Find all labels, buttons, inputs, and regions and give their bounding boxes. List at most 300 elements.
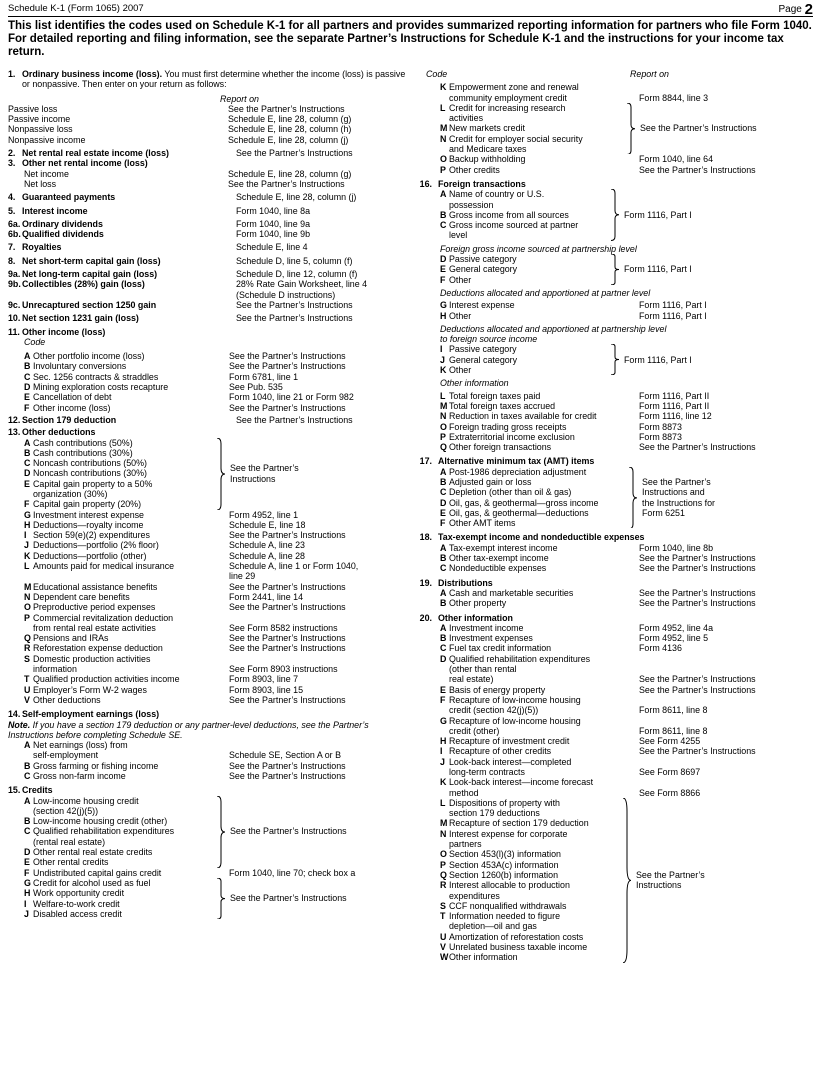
code-letter: E [440, 264, 446, 275]
section-heading [8, 219, 412, 229]
code-row [440, 942, 620, 952]
code-letter: H [440, 310, 447, 321]
report-on-value: Schedule A, line 28 [229, 550, 305, 561]
code-letter: A [440, 189, 447, 200]
brace [624, 103, 638, 154]
report-on-value: Form 1116, Part II [639, 390, 710, 401]
code-row [8, 392, 412, 402]
section-heading [412, 179, 814, 189]
section-heading [8, 269, 412, 279]
code-label: Code [426, 69, 448, 79]
report-on-value: See the Partner’s Instructions [639, 674, 756, 685]
code-row [440, 860, 620, 870]
code-row [8, 520, 412, 530]
report-on-value: Form 4952, line 4a [639, 622, 713, 633]
code-row [8, 695, 412, 705]
group-items [440, 467, 626, 529]
brace [626, 467, 640, 529]
code-letter: M [24, 581, 32, 592]
report-on-value: See the Partner’s Instructions [639, 587, 756, 598]
subheading: Deductions allocated and apportioned at partnership level to foreign source income [440, 323, 667, 345]
section-heading [8, 192, 412, 202]
report-on-value: See Form 8866 [639, 787, 701, 798]
code-description: Domestic production activities information [33, 653, 151, 675]
group-items [440, 103, 624, 154]
report-on-value: Form 8873 [639, 431, 682, 442]
section-heading [8, 327, 412, 337]
code-row [440, 870, 620, 880]
report-on-value: See the Partner’s Instructions [228, 178, 345, 189]
code-description: Employer’s Form W-2 wages [33, 684, 147, 695]
code-letter: B [440, 553, 447, 564]
report-on-value: 28% Rate Gain Worksheet, line 4 (Schedule D instructions) [236, 279, 368, 300]
code-row [426, 154, 814, 164]
page-number: Page 2 [778, 1, 813, 18]
brace [608, 189, 622, 240]
report-on-value: Form 8611, line 8 [639, 725, 708, 736]
report-on-value: Form 4136 [639, 643, 682, 654]
report-on-value: See the Partner’s Instructions [229, 351, 346, 362]
code-letter: G [440, 715, 447, 726]
note-text: Note. If you have a section 179 deduction or any partner-level deductions, see the Partner’s Instructions before completing Schedule SE. [8, 719, 369, 740]
code-letter: I [440, 344, 443, 355]
code-letter: A [440, 622, 447, 633]
code-letter: N [24, 591, 31, 602]
group-items [440, 344, 608, 375]
bracketed-group [426, 344, 814, 375]
section-number: 4. [8, 192, 16, 203]
data-row [8, 179, 412, 189]
code-letter: D [440, 653, 447, 664]
code-description: Work opportunity credit [33, 888, 125, 899]
code-row [24, 847, 214, 857]
data-row [8, 169, 412, 179]
code-description: Capital gain property (20%) [33, 499, 142, 510]
code-row [426, 311, 814, 321]
section-heading [8, 256, 412, 266]
code-row [8, 602, 412, 612]
code-row [24, 448, 214, 458]
report-on-value: See the Partner’s Instructions [229, 602, 346, 613]
code-row [8, 761, 412, 771]
code-description: Investment expenses [449, 633, 533, 644]
code-row [440, 952, 620, 962]
code-letter: U [440, 931, 447, 942]
code-row [440, 849, 620, 859]
code-description: Undistributed capital gains credit [33, 867, 162, 878]
code-row [24, 479, 214, 500]
code-row [440, 210, 608, 220]
code-row [24, 857, 214, 867]
code-letter: B [440, 476, 447, 487]
code-row [440, 264, 608, 274]
code-row [24, 796, 214, 817]
code-description: Gross income from all sources [449, 209, 569, 220]
code-letter: R [440, 880, 447, 891]
code-row [8, 382, 412, 392]
code-row [440, 189, 608, 210]
section-title: Tax-exempt income and nondeductible expenses [438, 532, 645, 543]
code-description: Interest expense [449, 300, 515, 311]
code-letter: E [24, 857, 30, 868]
group-items [24, 878, 214, 919]
code-description: Mining exploration costs recapture [33, 382, 169, 393]
row-description: Net income [24, 168, 69, 179]
section-number: 14. [8, 709, 21, 720]
report-on-value: Form 1116, line 12 [639, 411, 712, 422]
code-letter: J [24, 540, 29, 551]
row-description: Passive income [8, 114, 71, 125]
report-on-value: See the Partner’s Instructions [230, 893, 347, 904]
code-description: Investment interest expense [33, 509, 144, 520]
code-description: Recapture of low-income housing credit (other) [449, 715, 581, 736]
code-description: Post-1986 depreciation adjustment [449, 466, 587, 477]
code-letter: G [24, 877, 31, 888]
code-description: Fuel tax credit information [449, 643, 552, 654]
code-letter: H [24, 519, 31, 530]
code-letter: F [24, 499, 30, 510]
code-row [24, 888, 214, 898]
code-row [440, 487, 626, 497]
code-letter: L [440, 390, 446, 401]
code-description: Other AMT items [449, 518, 516, 529]
code-description: Section 59(e)(2) expenditures [33, 530, 150, 541]
code-row [8, 351, 412, 361]
code-description: Recapture of other credits [449, 746, 552, 757]
left-column [8, 69, 412, 919]
code-row [440, 275, 608, 285]
code-row [24, 468, 214, 478]
section-heading [412, 613, 814, 623]
code-description: Reforestation expense deduction [33, 643, 163, 654]
note-label: Note. [8, 719, 31, 730]
code-letter: J [440, 354, 445, 365]
code-letter: B [440, 633, 447, 644]
code-description: Cash contributions (30%) [33, 447, 133, 458]
report-on-value: See the Partner’s Instructions [639, 442, 756, 453]
report-on-value: See the Partner’s Instructions [236, 148, 353, 159]
code-letter: C [440, 643, 447, 654]
section-title: Other net rental income (loss) [22, 158, 148, 169]
code-description: Section 453(l)(3) information [449, 849, 561, 860]
section-heading [8, 313, 412, 323]
code-row [426, 598, 814, 608]
section-note: You must first determine whether the income (loss) is passive or nonpassive. Then enter on your return as follows: [22, 69, 406, 90]
code-description: Deductions—portfolio (other) [33, 550, 147, 561]
code-description: Interest allocable to production expenditures [449, 880, 570, 901]
section-title: Qualified dividends [22, 229, 104, 240]
report-on-value: Form 1116, Part I [639, 310, 707, 321]
brace-icon [628, 467, 638, 529]
brace-icon [610, 189, 620, 240]
report-on-value: See Form 8582 instructions [229, 622, 338, 633]
report-on-value: See the Partner’s Instructions [639, 684, 756, 695]
code-letter: P [440, 431, 446, 442]
section-number: 19. [419, 577, 432, 588]
section-title: Net rental real estate income (loss) [22, 148, 169, 159]
brace [214, 796, 228, 868]
code-letter: C [24, 826, 31, 837]
report-on-value: See Form 8697 [639, 767, 701, 777]
code-description: Oil, gas, & geothermal—deductions [449, 507, 589, 518]
code-letter: C [440, 563, 447, 574]
row-description: Passive loss [8, 103, 58, 114]
data-row [8, 104, 412, 114]
code-row [426, 736, 814, 746]
report-on-value: Schedule E, line 28, column (j) [228, 134, 349, 145]
code-row [8, 361, 412, 371]
code-description: Other [449, 274, 472, 285]
code-description: Interest expense for corporate partners [449, 828, 568, 850]
form-name: Schedule K-1 (Form 1065) 2007 [8, 3, 144, 14]
code-row [8, 740, 412, 761]
code-description: Backup withholding [449, 154, 526, 165]
report-on-value: Form 1040, line 8b [639, 542, 713, 553]
code-description: General category [449, 264, 518, 275]
code-description: Oil, gas, & geothermal—gross income [449, 497, 599, 508]
section-heading [8, 415, 412, 425]
report-on-value: Form 8844, line 3 [639, 92, 709, 103]
code-row [24, 438, 214, 448]
code-description: Investment income [449, 622, 524, 633]
code-description: Total foreign taxes paid [449, 390, 541, 401]
code-description: Gross income sourced at partner level [449, 220, 579, 241]
code-row [440, 880, 620, 901]
code-letter: L [24, 561, 30, 572]
code-letter: T [440, 911, 446, 922]
code-row [440, 344, 608, 354]
code-letter: F [24, 867, 30, 878]
page-header [8, 1, 813, 17]
code-description: Other credits [449, 164, 500, 175]
code-description: Other rental credits [33, 857, 109, 868]
bracketed-group [8, 438, 412, 510]
code-row [440, 134, 624, 155]
report-on-value: See the Partner’s Instructions [639, 164, 756, 175]
code-description: Credit for increasing research activities [449, 102, 566, 124]
report-on-value: See the Partner’s Instructions [229, 760, 346, 771]
code-letter: I [440, 746, 443, 757]
report-on-value: See the Partner’s Instructions [230, 826, 347, 837]
code-description: Net earnings (loss) from self-employment [33, 740, 128, 761]
code-letter: O [440, 154, 447, 165]
section-title: Unrecaptured section 1250 gain [22, 299, 157, 310]
code-description: Qualified rehabilitation expenditures (rental real estate) [33, 826, 175, 847]
code-row [8, 592, 412, 602]
section-title: Net long-term capital gain (loss) [22, 269, 158, 280]
section-title: Foreign transactions [438, 178, 526, 189]
code-row [440, 911, 620, 932]
section-number: 8. [8, 255, 16, 266]
report-on-value: Form 8903, line 7 [229, 674, 299, 685]
code-row [440, 254, 608, 264]
code-description: Cancellation of debt [33, 392, 112, 403]
section-number: 12. [8, 414, 21, 425]
code-description: Disabled access credit [33, 908, 122, 919]
code-description: Credit for alcohol used as fuel [33, 877, 151, 888]
code-row [8, 633, 412, 643]
section-heading [8, 242, 412, 252]
code-row [8, 771, 412, 781]
spacer [8, 94, 212, 104]
code-letter: A [24, 740, 31, 751]
brace-icon [626, 103, 636, 154]
code-row [8, 403, 412, 413]
bracketed-group [426, 254, 814, 285]
code-description: Other deductions [33, 694, 101, 705]
code-letter: E [440, 684, 446, 695]
code-row [440, 103, 624, 124]
section-number: 2. [8, 148, 16, 159]
code-letter: O [440, 849, 447, 860]
code-letter: F [440, 518, 446, 529]
code-description: Empowerment zone and renewal community employment credit [449, 82, 579, 103]
section-number: 17. [419, 456, 432, 467]
code-description: Information needed to figure depletion—oil and gas [449, 911, 561, 932]
group-items [440, 254, 608, 285]
section-title: Other income (loss) [22, 326, 106, 337]
code-letter: G [440, 300, 447, 311]
code-letter: E [24, 478, 30, 489]
code-row [440, 498, 626, 508]
brace-icon [216, 796, 226, 868]
code-description: General category [449, 354, 518, 365]
code-row [8, 530, 412, 540]
section-number: 11. [8, 326, 20, 337]
brace-icon [216, 878, 226, 919]
section-heading [8, 206, 412, 216]
code-description: Educational assistance benefits [33, 581, 158, 592]
code-letter: P [24, 612, 30, 623]
code-letter: I [24, 530, 27, 541]
code-letter: M [440, 123, 448, 134]
section-number: 20. [419, 612, 432, 623]
section-heading [8, 148, 412, 158]
report-on-value: Schedule E, line 28, column (h) [228, 124, 352, 135]
code-letter: L [440, 797, 446, 808]
section-heading [8, 709, 412, 719]
code-letter: A [440, 466, 447, 477]
code-letter: B [24, 816, 31, 827]
code-description: Reduction in taxes available for credit [449, 411, 597, 422]
code-row [440, 355, 608, 365]
brace [214, 878, 228, 919]
column-header [426, 69, 814, 79]
code-description: Gross non-farm income [33, 771, 126, 781]
brace [214, 438, 228, 510]
code-row [8, 561, 412, 582]
report-on-value: Schedule E, line 28, column (g) [228, 168, 352, 179]
code-letter: C [440, 487, 447, 498]
section-title: Alternative minimum tax (AMT) items [438, 456, 595, 467]
code-description: Other [449, 310, 472, 321]
report-on-value: See the Partner’s Instructions [636, 869, 705, 891]
code-letter: O [24, 602, 31, 613]
code-letter: D [24, 847, 31, 858]
report-on-value: See Pub. 535 [229, 382, 283, 393]
report-on-value: See the Partner’s Instructions [228, 103, 345, 114]
code-letter: W [440, 952, 449, 963]
report-on-value: Schedule E, line 4 [236, 242, 308, 253]
report-on-value: See the Partner’s Instructions [236, 299, 353, 310]
report-on-value: See the Partner’s Instructions [229, 530, 346, 541]
code-row [440, 467, 626, 477]
brace-icon [216, 438, 226, 510]
report-on-value: See the Partner’s Instructions [639, 553, 756, 564]
section-title: Net section 1231 gain (loss) [22, 313, 139, 324]
code-description: Qualified production activities income [33, 674, 180, 685]
intro-paragraph: This list identifies the codes used on Schedule K-1 for all partners and provides summarized reporting information for partners who file Form 1040. For detailed reporting and filing information, see the separate Partner’s Instructions for Schedule K-1 and the instructions for your income tax return. [8, 20, 812, 58]
code-row [440, 220, 608, 241]
section-title: Section 179 deduction [22, 414, 117, 425]
code-description: Recapture of investment credit [449, 736, 570, 747]
code-letter: E [440, 507, 446, 518]
report-on-value: See Form 8903 instructions [229, 664, 338, 675]
report-on-value: Form 1040, line 70; check box a [229, 867, 356, 878]
code-row [440, 365, 608, 375]
code-letter: N [440, 828, 447, 839]
data-row [8, 135, 412, 145]
code-letter: V [24, 694, 30, 705]
code-row [440, 829, 620, 850]
group-items [440, 798, 620, 963]
section-number: 9b. [8, 279, 21, 290]
code-description: Foreign trading gross receipts [449, 421, 567, 432]
code-description: Extraterritorial income exclusion [449, 431, 575, 442]
code-description: Capital gain property to a 50% organization (30%) [33, 478, 153, 499]
section-number: 18. [419, 532, 432, 543]
subheading: Foreign gross income sourced at partnership level [440, 243, 637, 254]
code-letter: K [440, 365, 447, 376]
code-description: Name of country or U.S. possession [449, 189, 545, 210]
code-row [426, 543, 814, 553]
code-letter: K [440, 777, 447, 788]
report-on-value: See the Partner’s Instructions [639, 563, 756, 574]
code-row [440, 932, 620, 942]
code-letter: K [440, 82, 447, 93]
code-row [8, 551, 412, 561]
bracketed-group [426, 798, 814, 963]
code-letter: D [24, 382, 31, 393]
code-row [8, 868, 412, 878]
code-description: New markets credit [449, 123, 525, 134]
code-row [440, 901, 620, 911]
code-description: Other foreign transactions [449, 442, 552, 453]
code-row [426, 411, 814, 421]
code-description: Other rental real estate credits [33, 847, 153, 858]
report-on-value: Form 4952, line 1 [229, 509, 299, 520]
code-row [8, 613, 412, 634]
report-on-value: Form 6781, line 1 [229, 371, 299, 382]
report-on-value: Form 1116, Part I [624, 264, 692, 275]
code-letter: Q [440, 442, 447, 453]
code-description: Sec. 1256 contracts & straddles [33, 371, 159, 382]
code-letter: D [24, 468, 31, 479]
code-description: Recapture of section 179 deduction [449, 818, 589, 829]
code-letter: C [24, 458, 31, 469]
report-on-value: Form 8873 [639, 421, 682, 432]
code-letter: B [24, 447, 31, 458]
code-letter: D [440, 497, 447, 508]
brace-icon [610, 254, 620, 285]
section-number: 6a. [8, 218, 21, 229]
code-row [24, 909, 214, 919]
report-on-value: Form 1116, Part I [624, 209, 692, 220]
report-on-value: See the Partner’s Instructions [639, 746, 756, 757]
code-row [426, 746, 814, 756]
section-title: Royalties [22, 242, 62, 253]
code-letter: S [24, 653, 30, 664]
